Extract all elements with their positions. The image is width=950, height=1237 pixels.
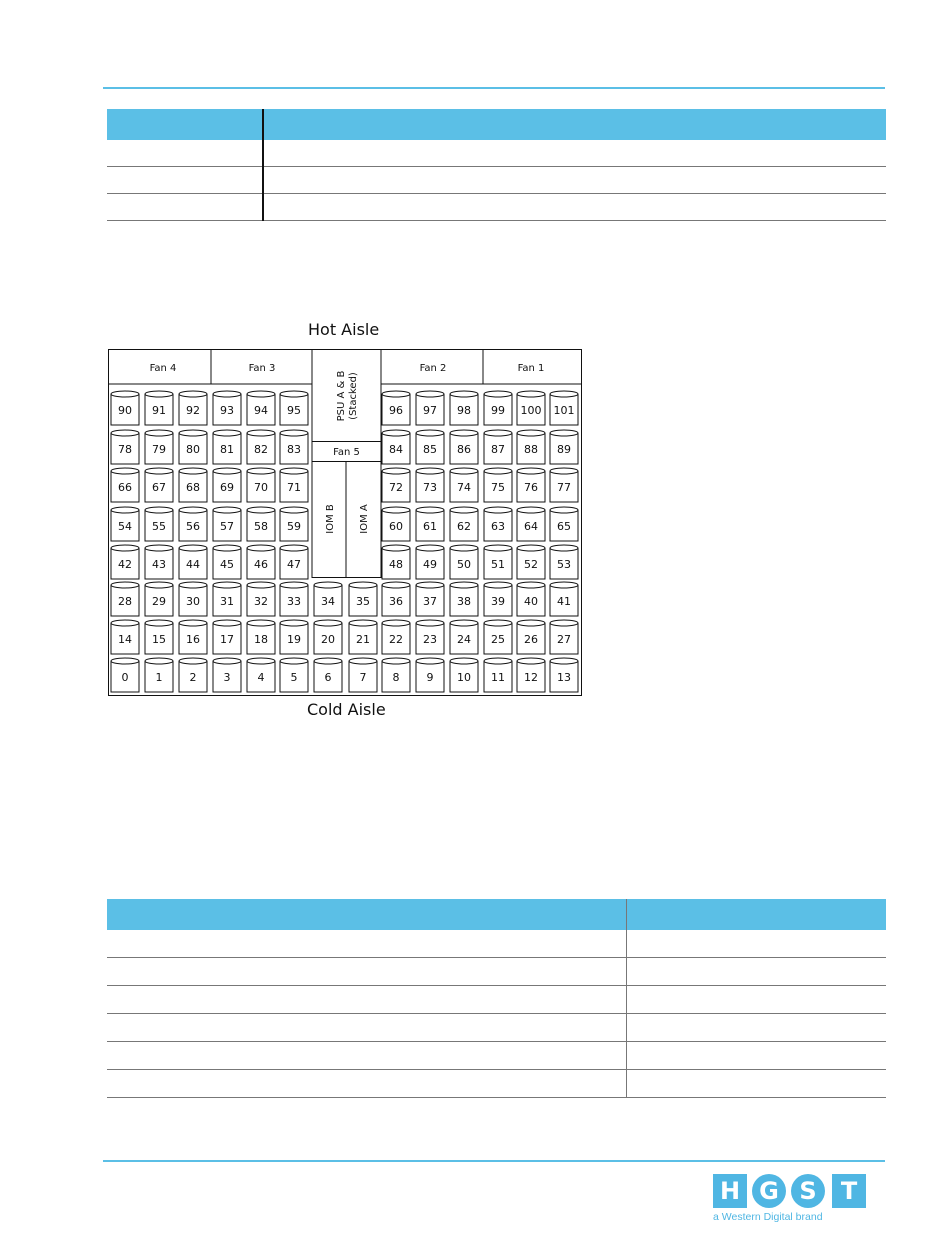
drive-top bbox=[145, 545, 173, 551]
drive-label: 29 bbox=[152, 595, 166, 608]
drive-label: 75 bbox=[491, 481, 505, 494]
logo-letter: T bbox=[832, 1174, 866, 1208]
drive-label: 46 bbox=[254, 558, 268, 571]
drive-top bbox=[382, 430, 410, 436]
drive-label: 98 bbox=[457, 404, 471, 417]
drive-top bbox=[550, 430, 578, 436]
drive-top bbox=[484, 545, 512, 551]
drive-label: 19 bbox=[287, 633, 301, 646]
drive-top bbox=[450, 507, 478, 513]
psu-label: (Stacked) bbox=[348, 372, 359, 420]
drive-top bbox=[111, 468, 139, 474]
drive-top bbox=[280, 430, 308, 436]
drive-top bbox=[213, 507, 241, 513]
logo-letter: H bbox=[713, 1174, 747, 1208]
table-row bbox=[107, 930, 886, 958]
drive-top bbox=[517, 545, 545, 551]
drive-top bbox=[416, 582, 444, 588]
drive-top bbox=[179, 545, 207, 551]
drive-label: 79 bbox=[152, 443, 166, 456]
drive-top bbox=[517, 430, 545, 436]
drive-label: 25 bbox=[491, 633, 505, 646]
drive-label: 67 bbox=[152, 481, 166, 494]
iom-b-label: IOM B bbox=[325, 504, 336, 534]
drive-label: 76 bbox=[524, 481, 538, 494]
drive-top bbox=[517, 507, 545, 513]
drive-label: 54 bbox=[118, 520, 132, 533]
fan-label: Fan 1 bbox=[517, 363, 545, 374]
drive-label: 45 bbox=[220, 558, 234, 571]
drive-top bbox=[145, 430, 173, 436]
drive-label: 89 bbox=[557, 443, 571, 456]
drive-top bbox=[213, 545, 241, 551]
drive-label: 86 bbox=[457, 443, 471, 456]
drive-label: 11 bbox=[491, 671, 505, 684]
drive-top bbox=[450, 620, 478, 626]
drive-top bbox=[450, 582, 478, 588]
drive-label: 87 bbox=[491, 443, 505, 456]
drive-top bbox=[179, 582, 207, 588]
drive-top bbox=[484, 430, 512, 436]
drive-top bbox=[179, 620, 207, 626]
fan-label: Fan 4 bbox=[149, 363, 177, 374]
drive-label: 30 bbox=[186, 595, 200, 608]
drive-top bbox=[550, 658, 578, 664]
drive-label: 36 bbox=[389, 595, 403, 608]
drive-top bbox=[416, 430, 444, 436]
drive-top bbox=[550, 620, 578, 626]
drive-top bbox=[179, 391, 207, 397]
drive-label: 41 bbox=[557, 595, 571, 608]
drive-top bbox=[179, 430, 207, 436]
drive-top bbox=[314, 582, 342, 588]
drive-label: 73 bbox=[423, 481, 437, 494]
drive-label: 62 bbox=[457, 520, 471, 533]
drive-label: 99 bbox=[491, 404, 505, 417]
drive-top bbox=[145, 507, 173, 513]
drive-label: 47 bbox=[287, 558, 301, 571]
drive-top bbox=[450, 430, 478, 436]
drive-label: 57 bbox=[220, 520, 234, 533]
drive-label: 43 bbox=[152, 558, 166, 571]
drive-top bbox=[349, 658, 377, 664]
drive-label: 56 bbox=[186, 520, 200, 533]
drive-label: 12 bbox=[524, 671, 538, 684]
drive-top bbox=[280, 468, 308, 474]
drive-top bbox=[484, 391, 512, 397]
drive-top bbox=[145, 468, 173, 474]
drive-top bbox=[145, 620, 173, 626]
drive-label: 42 bbox=[118, 558, 132, 571]
drive-label: 7 bbox=[359, 671, 367, 684]
drive-label: 88 bbox=[524, 443, 538, 456]
drive-label: 33 bbox=[287, 595, 301, 608]
drive-top bbox=[349, 620, 377, 626]
drive-top bbox=[213, 658, 241, 664]
drive-label: 50 bbox=[457, 558, 471, 571]
drive-label: 32 bbox=[254, 595, 268, 608]
drive-label: 14 bbox=[118, 633, 132, 646]
bottom-table bbox=[107, 899, 886, 1098]
drive-label: 53 bbox=[557, 558, 571, 571]
drive-top bbox=[450, 545, 478, 551]
drive-label: 0 bbox=[121, 671, 129, 684]
drive-top bbox=[145, 391, 173, 397]
drive-label: 60 bbox=[389, 520, 403, 533]
drive-top bbox=[484, 582, 512, 588]
drive-label: 26 bbox=[524, 633, 538, 646]
drive-top bbox=[349, 582, 377, 588]
drive-label: 101 bbox=[553, 404, 575, 417]
drive-top bbox=[280, 545, 308, 551]
drive-label: 16 bbox=[186, 633, 200, 646]
table-row bbox=[107, 194, 886, 221]
drive-label: 15 bbox=[152, 633, 166, 646]
drive-top bbox=[416, 391, 444, 397]
drive-top bbox=[550, 545, 578, 551]
table-header-row bbox=[107, 899, 886, 930]
drive-top bbox=[382, 545, 410, 551]
drive-top bbox=[484, 658, 512, 664]
drive-label: 21 bbox=[356, 633, 370, 646]
fan-label: Fan 3 bbox=[248, 363, 276, 374]
drive-label: 63 bbox=[491, 520, 505, 533]
logo-letter: S bbox=[791, 1174, 825, 1208]
drive-label: 5 bbox=[290, 671, 298, 684]
drive-label: 8 bbox=[392, 671, 400, 684]
table-row bbox=[107, 1042, 886, 1070]
header-rule bbox=[103, 87, 885, 89]
table-row bbox=[107, 140, 886, 167]
drive-label: 74 bbox=[457, 481, 471, 494]
drive-top bbox=[111, 658, 139, 664]
drive-top bbox=[280, 582, 308, 588]
drive-top bbox=[247, 545, 275, 551]
drive-label: 71 bbox=[287, 481, 301, 494]
drive-label: 2 bbox=[189, 671, 197, 684]
drive-top bbox=[213, 468, 241, 474]
drive-top bbox=[111, 391, 139, 397]
drive-label: 85 bbox=[423, 443, 437, 456]
drive-label: 83 bbox=[287, 443, 301, 456]
table-row bbox=[107, 958, 886, 986]
drive-top bbox=[484, 507, 512, 513]
drive-top bbox=[416, 545, 444, 551]
drive-label: 61 bbox=[423, 520, 437, 533]
drive-top bbox=[247, 620, 275, 626]
drive-label: 4 bbox=[257, 671, 265, 684]
drive-top bbox=[280, 620, 308, 626]
drive-label: 23 bbox=[423, 633, 437, 646]
drive-label: 77 bbox=[557, 481, 571, 494]
drive-label: 31 bbox=[220, 595, 234, 608]
drive-label: 44 bbox=[186, 558, 200, 571]
psu-label: PSU A & B bbox=[336, 370, 347, 422]
drive-top bbox=[145, 582, 173, 588]
drive-top bbox=[550, 582, 578, 588]
table-row bbox=[107, 986, 886, 1014]
drive-top bbox=[247, 391, 275, 397]
drive-top bbox=[450, 658, 478, 664]
drive-label: 95 bbox=[287, 404, 301, 417]
drive-top bbox=[314, 620, 342, 626]
drive-label: 59 bbox=[287, 520, 301, 533]
drive-label: 80 bbox=[186, 443, 200, 456]
table-header-row bbox=[107, 109, 886, 140]
table-row bbox=[107, 167, 886, 194]
table-row bbox=[107, 1014, 886, 1042]
drive-top bbox=[517, 620, 545, 626]
drive-label: 68 bbox=[186, 481, 200, 494]
drive-label: 96 bbox=[389, 404, 403, 417]
drive-top bbox=[247, 582, 275, 588]
drive-label: 93 bbox=[220, 404, 234, 417]
drive-top bbox=[145, 658, 173, 664]
drive-label: 6 bbox=[324, 671, 332, 684]
drive-label: 66 bbox=[118, 481, 132, 494]
drive-label: 82 bbox=[254, 443, 268, 456]
drive-label: 35 bbox=[356, 595, 370, 608]
drive-top bbox=[213, 582, 241, 588]
drive-top bbox=[179, 658, 207, 664]
drive-label: 97 bbox=[423, 404, 437, 417]
drive-layout-diagram bbox=[107, 348, 583, 698]
drive-top bbox=[382, 468, 410, 474]
fan-label: Fan 2 bbox=[419, 363, 447, 374]
drive-label: 58 bbox=[254, 520, 268, 533]
drive-top bbox=[382, 658, 410, 664]
drive-label: 64 bbox=[524, 520, 538, 533]
drive-top bbox=[213, 430, 241, 436]
drive-label: 37 bbox=[423, 595, 437, 608]
drive-top bbox=[484, 620, 512, 626]
drive-label: 91 bbox=[152, 404, 166, 417]
drive-label: 13 bbox=[557, 671, 571, 684]
drive-top bbox=[247, 430, 275, 436]
hot-aisle-label: Hot Aisle bbox=[308, 320, 380, 339]
drive-label: 20 bbox=[321, 633, 335, 646]
iom-a-label: IOM A bbox=[359, 504, 370, 534]
top-table bbox=[107, 109, 886, 221]
drive-top bbox=[111, 582, 139, 588]
drive-label: 34 bbox=[321, 595, 335, 608]
drive-top bbox=[280, 658, 308, 664]
logo-letter: G bbox=[752, 1174, 786, 1208]
cold-aisle-label: Cold Aisle bbox=[307, 700, 386, 719]
drive-top bbox=[247, 468, 275, 474]
drive-label: 49 bbox=[423, 558, 437, 571]
drive-label: 92 bbox=[186, 404, 200, 417]
drive-top bbox=[550, 507, 578, 513]
drive-label: 55 bbox=[152, 520, 166, 533]
drive-label: 3 bbox=[223, 671, 231, 684]
drive-top bbox=[416, 658, 444, 664]
drive-top bbox=[280, 391, 308, 397]
drive-label: 9 bbox=[426, 671, 434, 684]
drive-label: 81 bbox=[220, 443, 234, 456]
drive-top bbox=[517, 582, 545, 588]
drive-top bbox=[517, 468, 545, 474]
drive-label: 10 bbox=[457, 671, 471, 684]
drive-top bbox=[382, 620, 410, 626]
drive-top bbox=[450, 468, 478, 474]
drive-top bbox=[416, 507, 444, 513]
drive-label: 84 bbox=[389, 443, 403, 456]
drive-label: 69 bbox=[220, 481, 234, 494]
drive-top bbox=[111, 430, 139, 436]
drive-top bbox=[179, 507, 207, 513]
drive-top bbox=[484, 468, 512, 474]
drive-label: 40 bbox=[524, 595, 538, 608]
drive-top bbox=[416, 620, 444, 626]
drive-top bbox=[382, 582, 410, 588]
drive-top bbox=[517, 391, 545, 397]
drive-label: 94 bbox=[254, 404, 268, 417]
drive-label: 24 bbox=[457, 633, 471, 646]
drive-top bbox=[111, 620, 139, 626]
drive-label: 38 bbox=[457, 595, 471, 608]
drive-label: 65 bbox=[557, 520, 571, 533]
drive-label: 39 bbox=[491, 595, 505, 608]
drive-top bbox=[213, 620, 241, 626]
drive-top bbox=[247, 507, 275, 513]
drive-top bbox=[111, 545, 139, 551]
drive-top bbox=[280, 507, 308, 513]
drive-label: 48 bbox=[389, 558, 403, 571]
drive-top bbox=[382, 391, 410, 397]
drive-top bbox=[213, 391, 241, 397]
logo-tagline: a Western Digital brand bbox=[713, 1211, 823, 1223]
footer-rule bbox=[103, 1160, 885, 1162]
drive-top bbox=[550, 468, 578, 474]
drive-label: 28 bbox=[118, 595, 132, 608]
drive-top bbox=[314, 658, 342, 664]
drive-label: 17 bbox=[220, 633, 234, 646]
drive-label: 100 bbox=[520, 404, 542, 417]
drive-top bbox=[247, 658, 275, 664]
drive-label: 27 bbox=[557, 633, 571, 646]
drive-top bbox=[179, 468, 207, 474]
drive-top bbox=[111, 507, 139, 513]
drive-label: 72 bbox=[389, 481, 403, 494]
drive-top bbox=[382, 507, 410, 513]
drive-label: 51 bbox=[491, 558, 505, 571]
drive-label: 1 bbox=[155, 671, 163, 684]
drive-label: 90 bbox=[118, 404, 132, 417]
drive-top bbox=[450, 391, 478, 397]
table-row bbox=[107, 1070, 886, 1098]
fan5-label: Fan 5 bbox=[333, 447, 360, 458]
drive-label: 70 bbox=[254, 481, 268, 494]
drive-label: 78 bbox=[118, 443, 132, 456]
drive-label: 52 bbox=[524, 558, 538, 571]
drive-label: 18 bbox=[254, 633, 268, 646]
drive-top bbox=[416, 468, 444, 474]
drive-top bbox=[517, 658, 545, 664]
drive-top bbox=[550, 391, 578, 397]
drive-label: 22 bbox=[389, 633, 403, 646]
